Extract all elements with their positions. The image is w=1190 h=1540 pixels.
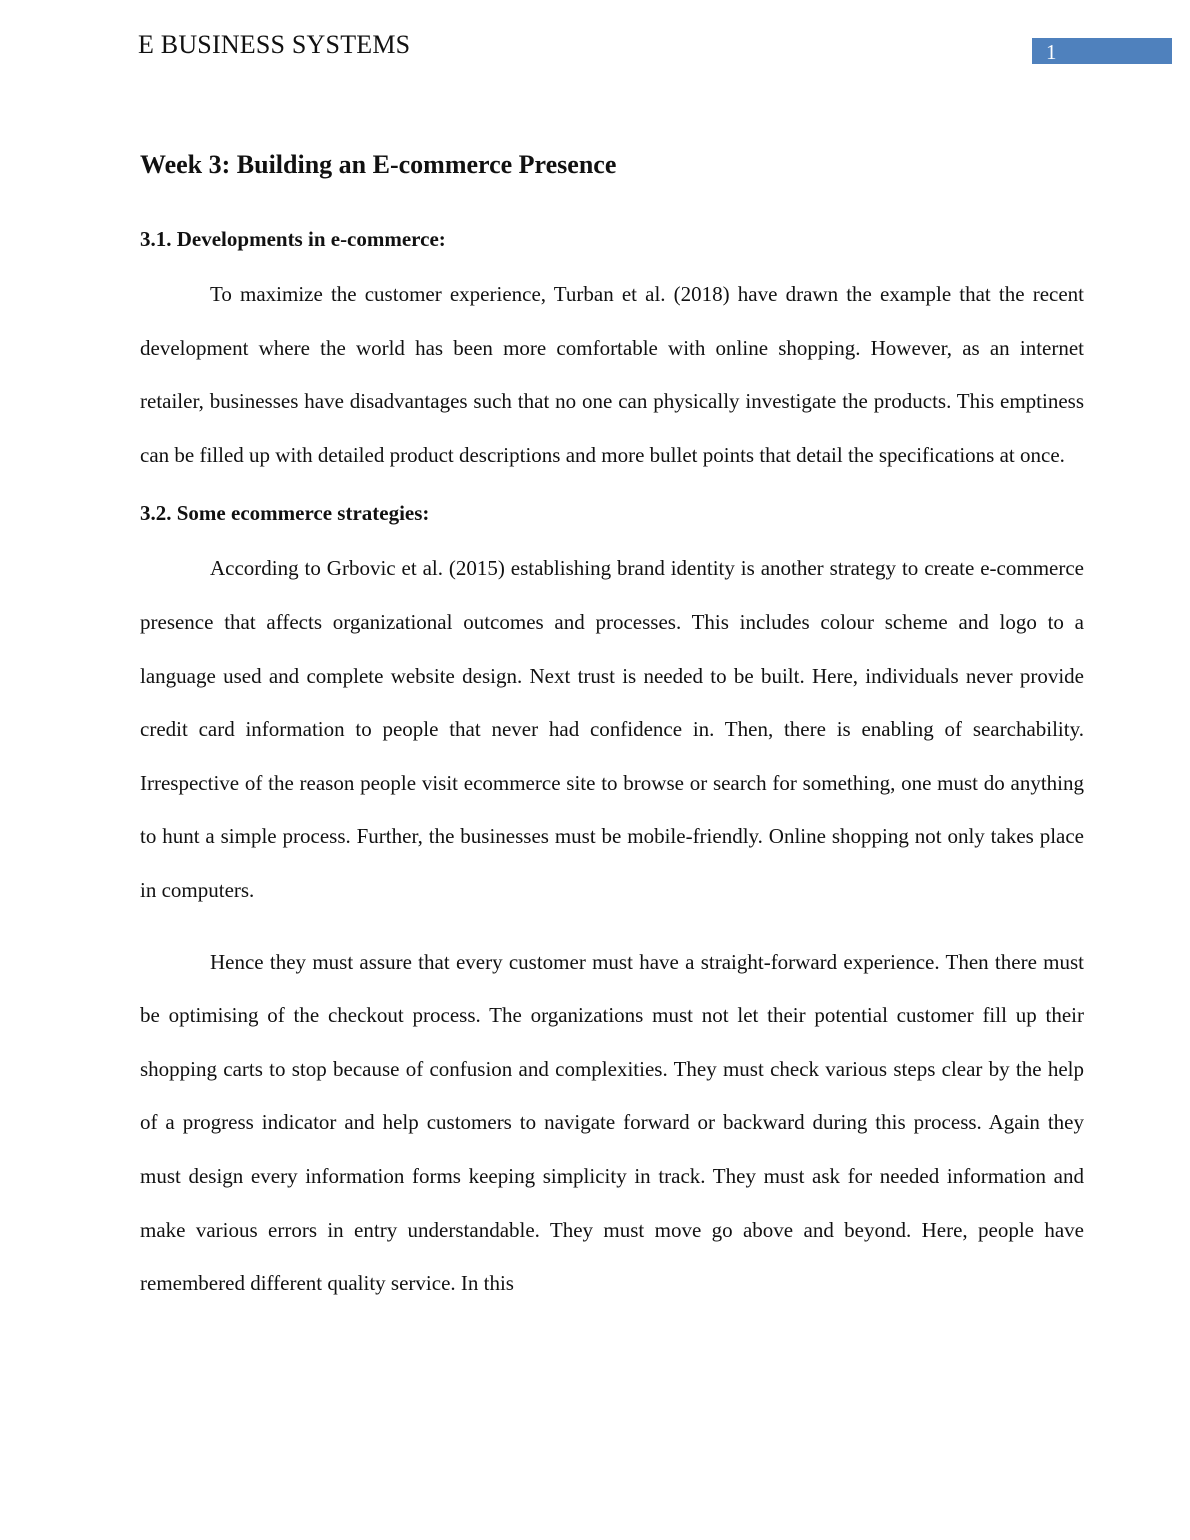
page-number-box: [1032, 38, 1172, 64]
paragraph: Hence they must assure that every customer must have a straight-forward experience. Then there must be optimising of the checkout process. The organizations must not let their potential customer fill up their shopping carts to stop because of confusion and complexities. They must check various steps clear by the help of a progress indicator and help customers to navigate forward or backward during this process. Again they must design every information forms keeping simplicity in track. They must ask for needed information and make various errors in entry understandable. They must move go above and beyond. Here, people have remembered different quality service. In this: [140, 949, 1084, 1296]
section-heading: 3.2. Some ecommerce strategies:: [140, 501, 430, 526]
section-heading: 3.1. Developments in e-commerce:: [140, 227, 446, 251]
paragraph: To maximize the customer experience, Turban et al. (2018) have drawn the example that the recent development where the world has been more comfortable with online shopping. However, as an internet retailer, businesses have disadvantages such that no one can physically investigate the products. This emptiness can be filled up with detailed product descriptions and more bullet points that detail the specifications at once.: [140, 282, 1084, 467]
document-body: [140, 146, 1084, 1311]
page-number: 1: [1046, 40, 1057, 64]
running-head: E BUSINESS SYSTEMS: [138, 30, 411, 59]
document-title: Week 3: Building an E-commerce Presence: [140, 150, 617, 179]
section-developments: [140, 224, 1084, 482]
paragraph: According to Grbovic et al. (2015) establishing brand identity is another strategy to create e-commerce presence that affects organizational outcomes and processes. This includes colour scheme and logo to a language used and complete website design. Next trust is needed to be built. Here, individuals never provide credit card information to people that never had confidence in. Then, there is enabling of searchability. Irrespective of the reason people visit ecommerce site to browse or search for something, one must do anything to hunt a simple process. Further, the businesses must be mobile-friendly. Online shopping not only takes place in computers.: [140, 556, 1084, 902]
section-strategies: [140, 498, 1084, 1310]
